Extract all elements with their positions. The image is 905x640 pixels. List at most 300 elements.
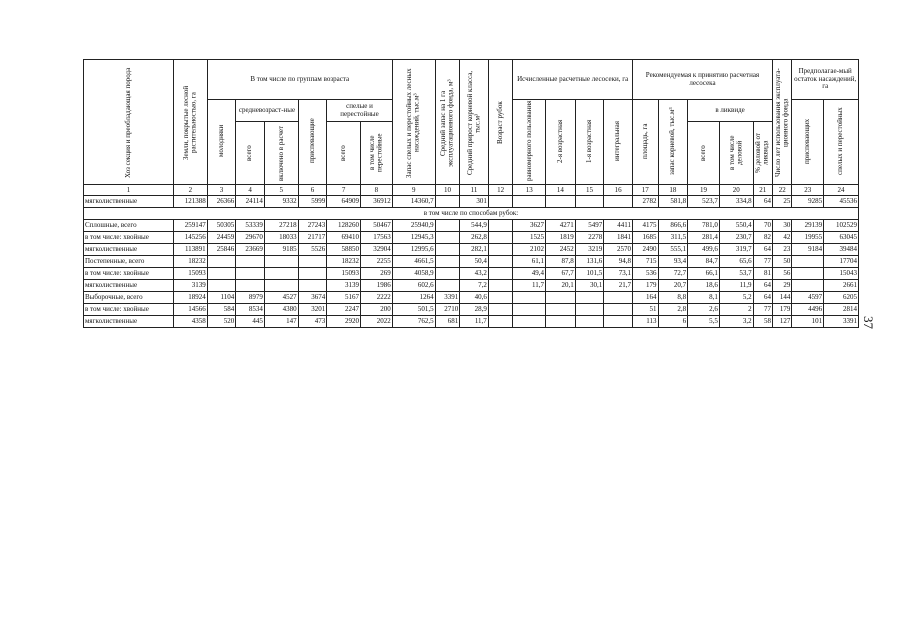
table-cell: 66,1: [688, 268, 720, 280]
table-cell: 101,5: [575, 268, 604, 280]
table-cell: 14360,7: [392, 196, 435, 208]
table-cell: [435, 280, 460, 292]
column-number: 22: [772, 185, 791, 196]
table-cell: [298, 280, 327, 292]
table-cell: 49,4: [513, 268, 546, 280]
column-number: 15: [575, 185, 604, 196]
table-cell: 40,6: [460, 292, 489, 304]
header-young: молодняки: [207, 100, 236, 185]
table-cell: 2255: [360, 256, 392, 268]
table-cell: [435, 256, 460, 268]
column-number: 3: [207, 185, 236, 196]
table-cell: 77: [753, 256, 772, 268]
table-cell: 4358: [173, 316, 207, 328]
table-cell: [575, 196, 604, 208]
table-cell: 1685: [632, 232, 658, 244]
table-cell: 64: [753, 196, 772, 208]
table-cell: 584: [207, 304, 236, 316]
table-cell: [513, 292, 546, 304]
table-cell: 17563: [360, 232, 392, 244]
table-cell: [604, 196, 633, 208]
table-cell: 77: [753, 304, 772, 316]
table-cell: 3139: [173, 280, 207, 292]
table-cell: [575, 316, 604, 328]
table-row: [84, 196, 859, 208]
table-cell: 28,9: [460, 304, 489, 316]
table-cell: 501,5: [392, 304, 435, 316]
table-cell: [435, 244, 460, 256]
table-cell: 94,8: [604, 256, 633, 268]
table-cell: 30,1: [575, 280, 604, 292]
table-cell: 32904: [360, 244, 392, 256]
table-header: [84, 60, 859, 196]
header-age-groups: В том числе по группам возраста: [207, 60, 392, 100]
table-cell: 45536: [824, 196, 859, 208]
table-cell: [298, 268, 327, 280]
table-cell: 179: [772, 304, 791, 316]
column-number: 6: [298, 185, 327, 196]
table-cell: 23669: [236, 244, 265, 256]
row-label: Сплошные, всего: [84, 220, 174, 232]
table-cell: 1819: [546, 232, 576, 244]
header-mature-overmature: в том числе перестойные: [360, 122, 392, 185]
table-cell: 3391: [435, 292, 460, 304]
table-cell: 50: [772, 256, 791, 268]
forest-stock-table: [83, 59, 859, 328]
table-cell: 3674: [298, 292, 327, 304]
table-cell: 131,6: [575, 256, 604, 268]
table-cell: 84,7: [688, 256, 720, 268]
table-cell: [435, 268, 460, 280]
table-cell: 50305: [207, 220, 236, 232]
table-cell: 15093: [173, 268, 207, 280]
table-cell: 145256: [173, 232, 207, 244]
table-cell: 19955: [792, 232, 824, 244]
header-ripening: приспевающие: [298, 100, 327, 185]
table-cell: 101: [792, 316, 824, 328]
table-cell: 56: [772, 268, 791, 280]
table-cell: 8534: [236, 304, 265, 316]
table-cell: 3,2: [719, 316, 753, 328]
header-deal-percent: % деловой от ликвида: [753, 122, 772, 185]
table-cell: [435, 220, 460, 232]
table-cell: 445: [236, 316, 265, 328]
table-cell: [513, 196, 546, 208]
table-cell: [575, 292, 604, 304]
table-cell: 5167: [327, 292, 361, 304]
table-cell: 27243: [298, 220, 327, 232]
table-row: [84, 304, 859, 316]
header-cutting-age: Возраст рубок: [488, 60, 513, 185]
row-label: мягколиственные: [84, 244, 174, 256]
table-cell: 61,1: [513, 256, 546, 268]
table-cell: 58850: [327, 244, 361, 256]
header-second-age: 2-я возрастная: [546, 100, 576, 185]
table-cell: 4175: [632, 220, 658, 232]
table-cell: 2: [719, 304, 753, 316]
table-cell: 334,8: [719, 196, 753, 208]
table-cell: 147: [264, 316, 298, 328]
header-root-stock: запас корневой, тыс.м³: [658, 100, 688, 185]
row-label: в том числе: хвойные: [84, 304, 174, 316]
table-cell: [792, 268, 824, 280]
table-cell: 2570: [604, 244, 633, 256]
header-middle-included: включено в расчет: [264, 122, 298, 185]
table-cell: 8979: [236, 292, 265, 304]
table-cell: 4661,5: [392, 256, 435, 268]
table-cell: [546, 304, 576, 316]
table-cell: 2490: [632, 244, 658, 256]
table-cell: 6205: [824, 292, 859, 304]
table-cell: 42: [772, 232, 791, 244]
table-cell: 64: [753, 292, 772, 304]
table-cell: [264, 256, 298, 268]
table-cell: [264, 268, 298, 280]
header-even-use: равномерного пользования: [513, 100, 546, 185]
table-cell: 9332: [264, 196, 298, 208]
header-first-age: 1-я возрастная: [575, 100, 604, 185]
table-cell: [488, 196, 513, 208]
table-cell: 5,5: [688, 316, 720, 328]
table-cell: 128260: [327, 220, 361, 232]
row-label: в том числе: хвойные: [84, 232, 174, 244]
table-cell: 65,6: [719, 256, 753, 268]
header-calculated-cuts: Исчисленные расчетные лесосеки, га: [513, 60, 633, 100]
table-cell: 15093: [327, 268, 361, 280]
header-liquid-deal: в том числе деловой: [719, 122, 753, 185]
table-cell: 179: [632, 280, 658, 292]
table-body: [84, 196, 859, 328]
column-number: 18: [658, 185, 688, 196]
table-cell: [546, 292, 576, 304]
table-cell: 9285: [792, 196, 824, 208]
column-number: 23: [792, 185, 824, 196]
table-cell: 2222: [360, 292, 392, 304]
table-cell: 281,4: [688, 232, 720, 244]
table-cell: 64: [753, 280, 772, 292]
table-cell: 127: [772, 316, 791, 328]
table-cell: 2278: [575, 232, 604, 244]
table-cell: [488, 268, 513, 280]
table-cell: 30: [772, 220, 791, 232]
table-cell: 681: [435, 316, 460, 328]
table-cell: [207, 280, 236, 292]
table-cell: 51: [632, 304, 658, 316]
table-cell: 301: [460, 196, 489, 208]
table-cell: 4058,9: [392, 268, 435, 280]
table-cell: 1104: [207, 292, 236, 304]
table-cell: 29670: [236, 232, 265, 244]
table-cell: 8,8: [658, 292, 688, 304]
table-cell: 27218: [264, 220, 298, 232]
table-cell: 3139: [327, 280, 361, 292]
column-number: 1: [84, 185, 174, 196]
table-cell: 164: [632, 292, 658, 304]
header-section-breed: Хоз секция и преобладающая порода: [84, 60, 174, 185]
column-number: 20: [719, 185, 753, 196]
header-avg-stock: Средний запас на 1 га эксплуатационного фонда, м³: [435, 60, 460, 185]
table-cell: 15043: [824, 268, 859, 280]
table-cell: 81: [753, 268, 772, 280]
table-cell: 2452: [546, 244, 576, 256]
table-cell: 269: [360, 268, 392, 280]
header-liquid-total: всего: [688, 122, 720, 185]
table-cell: 70: [753, 220, 772, 232]
table-cell: 93,4: [658, 256, 688, 268]
table-cell: 4527: [264, 292, 298, 304]
header-mature-total: всего: [327, 122, 361, 185]
table-cell: [207, 268, 236, 280]
row-label: мягколиственные: [84, 316, 174, 328]
table-cell: 3201: [298, 304, 327, 316]
table-cell: 550,4: [719, 220, 753, 232]
table-cell: 544,9: [460, 220, 489, 232]
table-cell: 2782: [632, 196, 658, 208]
table-cell: 523,7: [688, 196, 720, 208]
table-cell: 4411: [604, 220, 633, 232]
table-row: [84, 316, 859, 328]
table-cell: 11,9: [719, 280, 753, 292]
table-cell: 50467: [360, 220, 392, 232]
table-cell: 21717: [298, 232, 327, 244]
table-cell: 866,6: [658, 220, 688, 232]
table-cell: 282,1: [460, 244, 489, 256]
table-cell: 25846: [207, 244, 236, 256]
table-cell: 6: [658, 316, 688, 328]
column-number: 9: [392, 185, 435, 196]
table-cell: 24459: [207, 232, 236, 244]
table-cell: [298, 256, 327, 268]
table-cell: [546, 196, 576, 208]
table-cell: 9184: [792, 244, 824, 256]
column-number: 8: [360, 185, 392, 196]
column-number: 7: [327, 185, 361, 196]
section-label: в том числе по способам рубок:: [84, 208, 859, 220]
table-cell: 58: [753, 316, 772, 328]
column-number: 21: [753, 185, 772, 196]
table-cell: [488, 304, 513, 316]
column-number: 17: [632, 185, 658, 196]
table-cell: 25940,9: [392, 220, 435, 232]
table-cell: 18232: [173, 256, 207, 268]
table-cell: 12995,6: [392, 244, 435, 256]
table-cell: [207, 256, 236, 268]
table-cell: 39484: [824, 244, 859, 256]
table-cell: 1264: [392, 292, 435, 304]
table-cell: 499,6: [688, 244, 720, 256]
header-avg-growth: Средний прирост корневой класса, тыс.м³: [460, 60, 489, 185]
table-cell: 581,8: [658, 196, 688, 208]
row-label: Постепенные, всего: [84, 256, 174, 268]
table-cell: 29: [772, 280, 791, 292]
table-cell: 715: [632, 256, 658, 268]
table-cell: 64: [753, 244, 772, 256]
table-cell: 82: [753, 232, 772, 244]
table-cell: 36912: [360, 196, 392, 208]
table-cell: 20,1: [546, 280, 576, 292]
table-row: [84, 220, 859, 232]
table-cell: 8,1: [688, 292, 720, 304]
column-number: 19: [688, 185, 720, 196]
table-row: [84, 292, 859, 304]
table-cell: 2814: [824, 304, 859, 316]
table-cell: 262,8: [460, 232, 489, 244]
table-cell: 18,6: [688, 280, 720, 292]
column-number: 4: [236, 185, 265, 196]
table-cell: 230,7: [719, 232, 753, 244]
page-number: 37: [861, 316, 876, 329]
table-cell: [575, 304, 604, 316]
header-integral: интегральная: [604, 100, 633, 185]
table-row: [84, 268, 859, 280]
header-liquid: в ликвиде: [688, 100, 773, 122]
table-cell: 1986: [360, 280, 392, 292]
table-cell: 4496: [792, 304, 824, 316]
table-cell: 25: [772, 196, 791, 208]
table-cell: 72,7: [658, 268, 688, 280]
table-cell: 24114: [236, 196, 265, 208]
column-number-row: [84, 185, 859, 196]
table-cell: 1525: [513, 232, 546, 244]
table-row: [84, 280, 859, 292]
table-cell: 3627: [513, 220, 546, 232]
table-cell: 4597: [792, 292, 824, 304]
table-cell: 5,2: [719, 292, 753, 304]
table-cell: 11,7: [513, 280, 546, 292]
header-years-of-use: Число лет использования эксплуата-ционного фонда: [772, 60, 791, 185]
table-cell: 18232: [327, 256, 361, 268]
table-cell: 2102: [513, 244, 546, 256]
table-cell: 259147: [173, 220, 207, 232]
header-middle-total: всего: [236, 122, 265, 185]
table-cell: 5497: [575, 220, 604, 232]
table-cell: [488, 232, 513, 244]
column-number: 11: [460, 185, 489, 196]
table-cell: [546, 316, 576, 328]
header-forest-land: Земли, покрытые лесной растительностью, га: [173, 60, 207, 185]
table-cell: [513, 316, 546, 328]
table-cell: 2661: [824, 280, 859, 292]
table-cell: 7,2: [460, 280, 489, 292]
table-cell: [488, 292, 513, 304]
column-number: 2: [173, 185, 207, 196]
table-cell: 73,1: [604, 268, 633, 280]
table-cell: 102529: [824, 220, 859, 232]
table-cell: 311,5: [658, 232, 688, 244]
table-cell: 2022: [360, 316, 392, 328]
table-cell: 3391: [824, 316, 859, 328]
table-cell: 87,8: [546, 256, 576, 268]
header-expected-remnant: Предполагае-мый остаток насаждений, га: [792, 60, 859, 100]
table-cell: 4380: [264, 304, 298, 316]
table-cell: [604, 304, 633, 316]
table-cell: [792, 280, 824, 292]
table-cell: [488, 316, 513, 328]
header-middle-aged: средневозраст-ные: [236, 100, 298, 122]
column-number: 16: [604, 185, 633, 196]
table-cell: 1841: [604, 232, 633, 244]
table-cell: 14566: [173, 304, 207, 316]
table-cell: 2,8: [658, 304, 688, 316]
table-cell: 12945,3: [392, 232, 435, 244]
table-cell: 762,5: [392, 316, 435, 328]
table-cell: [236, 280, 265, 292]
table-cell: 17704: [824, 256, 859, 268]
table-cell: 319,7: [719, 244, 753, 256]
table-cell: [488, 256, 513, 268]
table-cell: 18033: [264, 232, 298, 244]
table-cell: 200: [360, 304, 392, 316]
table-cell: [513, 304, 546, 316]
header-mature-stock: Запас спелых и перестойных лесных насаждений, тыс.м³: [392, 60, 435, 185]
column-number: 13: [513, 185, 546, 196]
table-cell: 69410: [327, 232, 361, 244]
table-cell: 113: [632, 316, 658, 328]
column-number: 10: [435, 185, 460, 196]
table-cell: 2920: [327, 316, 361, 328]
table-cell: [604, 292, 633, 304]
table-cell: 555,1: [658, 244, 688, 256]
header-remnant-mature: спелых и перестойных: [824, 100, 859, 185]
header-area: площадь, га: [632, 100, 658, 185]
row-label: Выборочные, всего: [84, 292, 174, 304]
table-cell: 5526: [298, 244, 327, 256]
table-cell: 473: [298, 316, 327, 328]
table-cell: 4271: [546, 220, 576, 232]
table-cell: 64909: [327, 196, 361, 208]
table-cell: [236, 256, 265, 268]
table-cell: 144: [772, 292, 791, 304]
table-cell: [236, 268, 265, 280]
table-cell: 23: [772, 244, 791, 256]
table-cell: 63045: [824, 232, 859, 244]
table-row: [84, 244, 859, 256]
row-label: мягколиственные: [84, 196, 174, 208]
table-cell: 29139: [792, 220, 824, 232]
row-label: в том числе: хвойные: [84, 268, 174, 280]
table-cell: 121388: [173, 196, 207, 208]
table-cell: 520: [207, 316, 236, 328]
table-row: [84, 256, 859, 268]
table-cell: 43,2: [460, 268, 489, 280]
table-cell: [488, 220, 513, 232]
table-cell: [435, 196, 460, 208]
table-cell: [792, 256, 824, 268]
table-cell: [435, 232, 460, 244]
header-remnant-ripening: приспевающих: [792, 100, 824, 185]
table-cell: 50,4: [460, 256, 489, 268]
table-cell: [488, 280, 513, 292]
table-cell: 53,7: [719, 268, 753, 280]
table-cell: 67,7: [546, 268, 576, 280]
table-cell: [264, 280, 298, 292]
column-number: 5: [264, 185, 298, 196]
table-cell: 21,7: [604, 280, 633, 292]
table-cell: [604, 316, 633, 328]
table-cell: 2247: [327, 304, 361, 316]
header-mature: спелые и перестойные: [327, 100, 393, 122]
table-cell: 781,0: [688, 220, 720, 232]
table-cell: 602,6: [392, 280, 435, 292]
table-cell: [488, 244, 513, 256]
column-number: 14: [546, 185, 576, 196]
table-cell: 2,6: [688, 304, 720, 316]
table-cell: 20,7: [658, 280, 688, 292]
column-number: 12: [488, 185, 513, 196]
table-cell: 3219: [575, 244, 604, 256]
header-recommended-cut: Рекомендуемая к принятию расчетная лесосека: [632, 60, 772, 100]
table-cell: 18924: [173, 292, 207, 304]
